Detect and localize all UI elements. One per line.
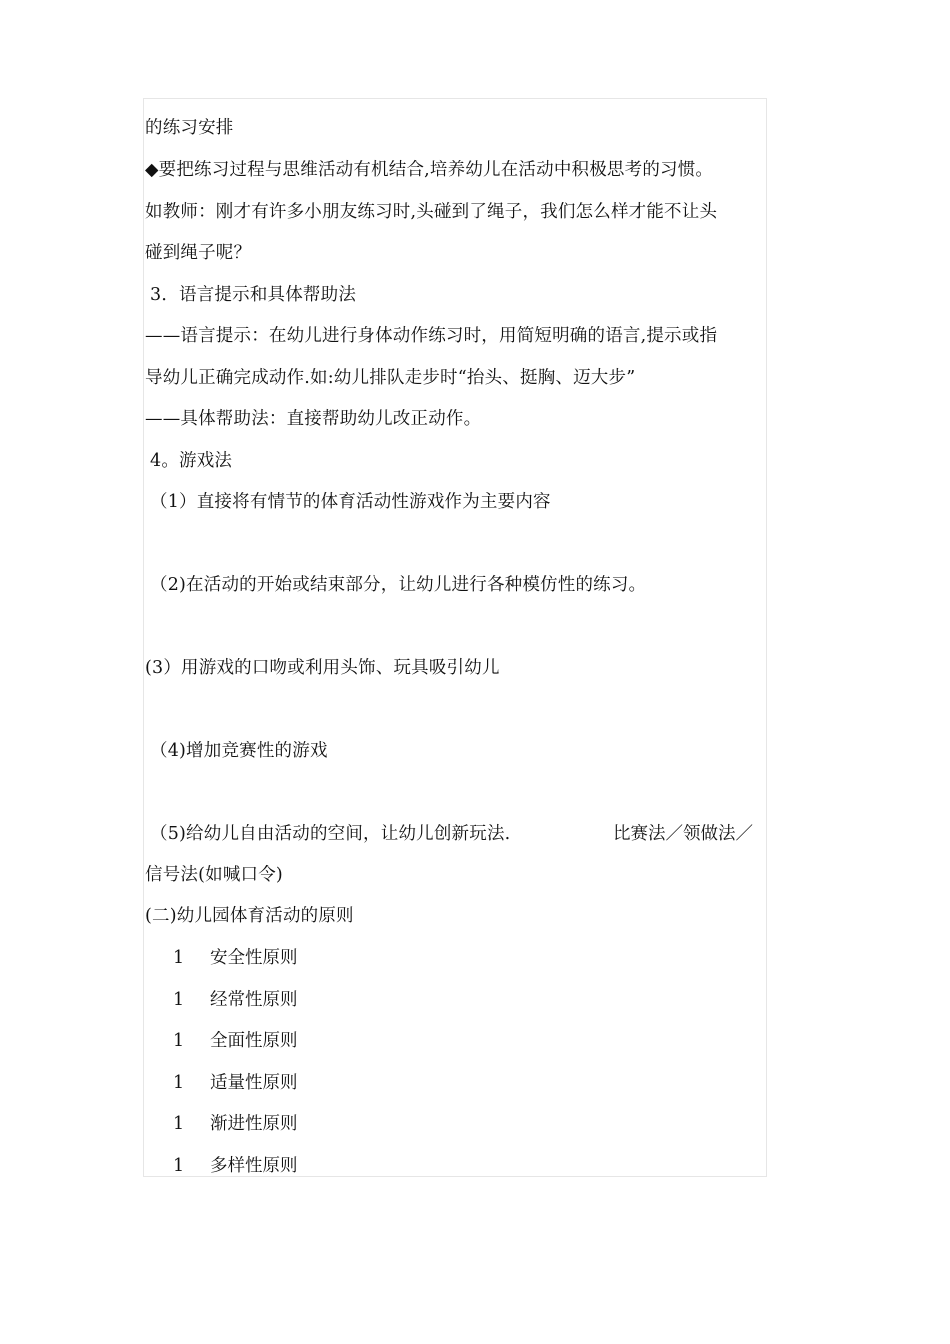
principle-number: 1 (173, 1031, 185, 1051)
list-item: （5)给幼儿自由活动的空间，让幼儿创新玩法. (150, 824, 511, 844)
text-line: 如教师：刚才有许多小朋友练习时,头碰到了绳子，我们怎么样才能不让头 (145, 202, 718, 222)
list-item: （1）直接将有情节的体育活动性游戏作为主要内容 (150, 492, 551, 512)
section-heading: 4。游戏法 (150, 451, 233, 471)
text-line: 导幼儿正确完成动作.如:幼儿排队走步时“抬头、挺胸、迈大步” (145, 368, 636, 388)
principle-label: 多样性原则 (210, 1156, 298, 1176)
principle-label: 渐进性原则 (210, 1114, 298, 1134)
principle-number: 1 (173, 1114, 185, 1134)
text-line: 的练习安排 (145, 118, 234, 138)
principle-number: 1 (173, 1156, 185, 1176)
principle-number: 1 (173, 990, 185, 1010)
list-item: (3）用游戏的口吻或利用头饰、玩具吸引幼儿 (145, 658, 500, 678)
principle-label: 适量性原则 (210, 1073, 298, 1093)
principle-number: 1 (173, 948, 185, 968)
list-item: （2)在活动的开始或结束部分，让幼儿进行各种模仿性的练习。 (150, 575, 647, 595)
text-line: ——具体帮助法：直接帮助幼儿改正动作。 (145, 409, 482, 429)
text-line: ——语言提示：在幼儿进行身体动作练习时，用简短明确的语言,提示或指 (145, 326, 718, 346)
principle-number: 1 (173, 1073, 185, 1093)
text-line: ◆要把练习过程与思维活动有机结合,培养幼儿在活动中积极思考的习惯。 (145, 160, 714, 180)
section-heading: 3．语言提示和具体帮助法 (150, 285, 357, 305)
principle-label: 全面性原则 (210, 1031, 298, 1051)
principle-label: 经常性原则 (210, 990, 298, 1010)
section-heading: (二)幼儿园体育活动的原则 (145, 906, 354, 926)
text-line: 信号法(如喊口令) (145, 865, 283, 885)
method-list-text: 比赛法／领做法／ (613, 824, 753, 844)
text-line: 碰到绳子呢？ (145, 243, 252, 263)
principle-label: 安全性原则 (210, 948, 298, 968)
list-item: （4)增加竞赛性的游戏 (150, 741, 328, 761)
